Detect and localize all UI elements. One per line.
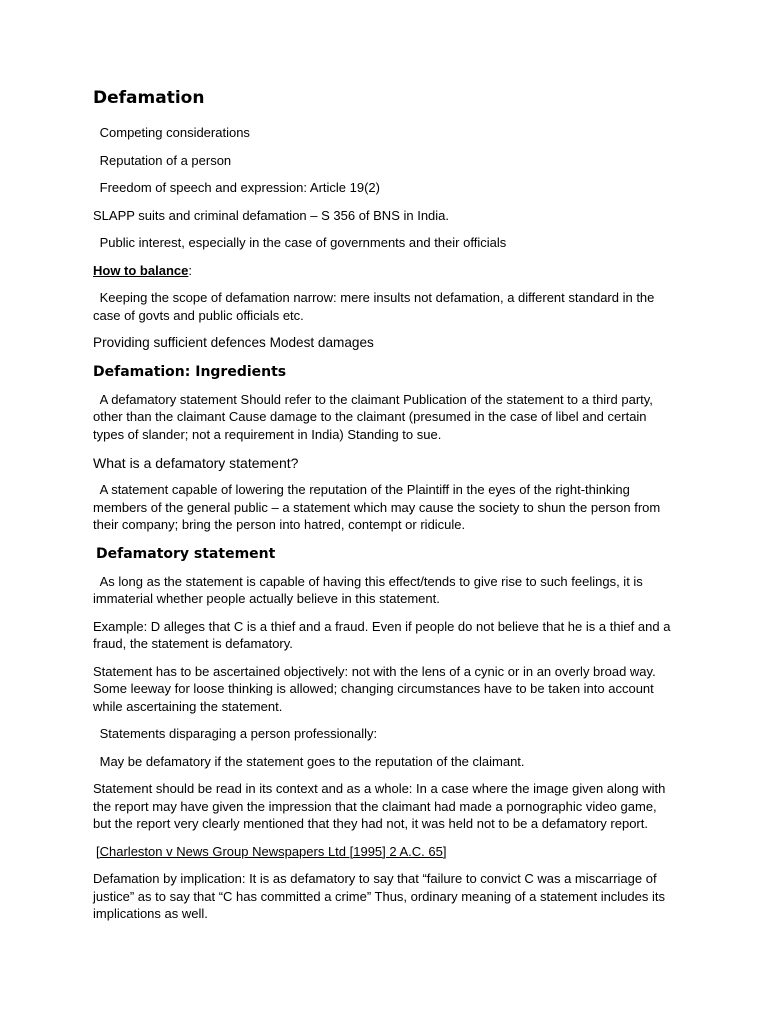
how-to-balance-colon: : [188,262,192,278]
citation-open-bracket: [ [96,843,100,859]
paragraph-text: Freedom of speech and expression: Article 19(2) [99,180,380,195]
heading-defamatory-statement: Defamatory statement [96,545,276,562]
heading-what-is-defamatory: What is a defamatory statement? [93,455,299,471]
paragraph-example: Example: D alleges that C is a thief and a fraud. Even if people do not believe that he is a thief and a fraud, the statement is defamatory. [93,618,671,651]
citation-close-bracket: ] [442,843,447,859]
citation-link[interactable]: Charleston v News Group Newspapers Ltd [1995] 2 A.C. 65 [99,843,443,859]
paragraph-reputation [93,152,673,170]
heading-ingredients: Defamation: Ingredients [93,363,287,380]
document-page [93,86,673,933]
paragraph-text: Statements disparaging a person professionally: [99,726,378,741]
how-to-balance-heading [93,262,673,280]
paragraph-slapp-suits: SLAPP suits and criminal defamation – S 356 of BNS in India. [93,207,450,223]
paragraph-text: A defamatory statement Should refer to the claimant Publication of the statement to a third party, other than the claimant Cause damage to the claimant (presumed in the case of libel and certain types of slander; not a requirement in India) Standing to sue. [93,391,653,442]
paragraph-public-interest [93,234,673,252]
paragraph-ascertained-objectively: Statement has to be ascertained objectively: not with the lens of a cynic or in an overly broad way. Some leeway for loose thinking is allowed; changing circumstances have to be taken into account while ascertaining the statement. [93,663,656,714]
paragraph-text: Reputation of a person [99,152,232,168]
paragraph-text: As long as the statement is capable of having this effect/tends to give rise to such feelings, it is immaterial whether people actually believe in this statement. [93,573,643,606]
paragraph-text: Keeping the scope of defamation narrow: mere insults not defamation, a different standard in the case of govts and public officials etc. [93,290,655,323]
paragraph-statement-capable [93,481,673,534]
paragraph-text: A statement capable of lowering the reputation of the Plaintiff in the eyes of the right-thinking members of the general public – a statement which may cause the society to shun the person from their company; bring the person into hatred, contempt or ridicule. [93,482,661,532]
paragraph-disparaging [93,725,673,743]
citation [93,843,673,861]
paragraph-competing-considerations [93,124,673,142]
paragraph-may-be-defamatory [93,753,673,771]
paragraph-ingredients [93,391,673,444]
document-title: Defamation [93,88,205,108]
paragraph-text: May be defamatory if the statement goes to the reputation of the claimant. [99,753,525,769]
paragraph-text: Public interest, especially in the case of governments and their officials [99,235,507,250]
paragraph-implication: Defamation by implication: It is as defamatory to say that “failure to convict C was a miscarriage of justice” as to say that “C has committed a crime” Thus, ordinary meaning of a statement includes its implications as well. [93,871,665,921]
how-to-balance-label: How to balance [93,262,189,278]
paragraph-sufficient-defences: Providing sufficient defences Modest damages [93,335,374,350]
paragraph-as-long-as [93,573,673,608]
paragraph-keeping-scope [93,289,673,324]
paragraph-freedom-of-speech [93,179,673,197]
paragraph-context-whole: Statement should be read in its context and as a whole: In a case where the image given along with the report may have given the impression that the claimant had made a pornographic video game, but the report very clearly mentioned that they had not, it was held not to be a defamatory report. [93,781,666,831]
paragraph-text: Competing considerations [99,125,250,140]
